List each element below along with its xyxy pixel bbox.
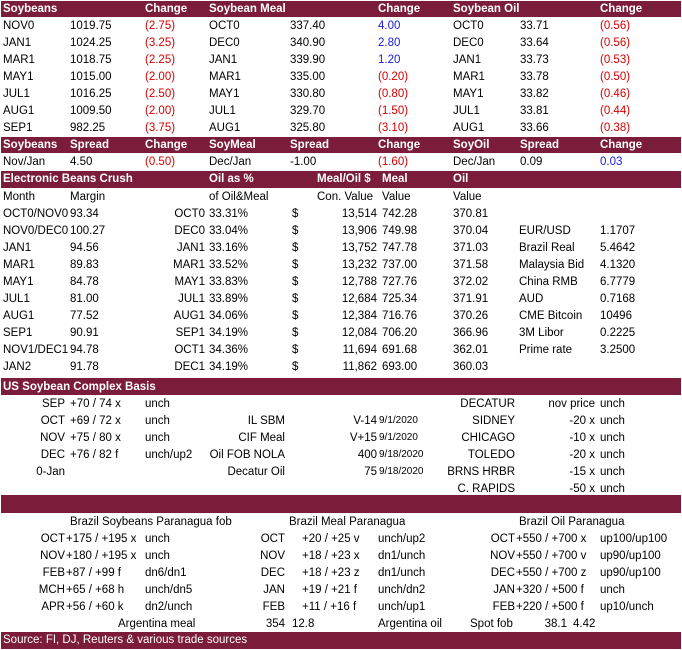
header-soybeans-change: Change <box>145 3 188 15</box>
basis-loc-value: -10 x <box>569 432 595 444</box>
basis-mid-label: Decatur Oil <box>227 466 285 478</box>
basis-mid-value: 75 <box>364 466 377 478</box>
meal-change: 2.80 <box>378 37 401 49</box>
brazil-meal-change: unch/up2 <box>378 533 426 545</box>
crush-margin: 91.78 <box>70 361 99 373</box>
brazil-meal-value: +20 / +25 v <box>302 533 360 545</box>
fx-label: Malaysia Bid <box>519 259 585 271</box>
crush-month: JAN2 <box>3 361 32 373</box>
crush-contract: MAR1 <box>173 259 205 271</box>
argentina-oil-value2: 4.42 <box>573 618 596 630</box>
basis-mid-date: 9/18/2020 <box>379 449 424 460</box>
soybean-change: (3.75) <box>145 122 176 134</box>
crush-oil-pct: 33.31% <box>209 208 249 220</box>
crush-margin: 100.27 <box>70 225 106 237</box>
crush-contract: AUG1 <box>173 310 205 322</box>
crush-ofoilmeal-header: of Oil&Meal <box>209 191 269 203</box>
brazil-beans-month: FEB <box>42 567 65 579</box>
basis-location: DECATUR <box>460 398 515 410</box>
brazil-beans-value: +175 / +195 x <box>66 533 137 545</box>
argentina-oil-spot-label: Spot fob <box>470 618 513 630</box>
meal-change: (0.80) <box>378 88 409 100</box>
crush-con-value: 11,694 <box>342 344 377 356</box>
brazil-oil-change: unch <box>600 584 625 596</box>
crush-oil-pct: 34.06% <box>209 310 249 322</box>
fx-label: EUR/USD <box>519 225 571 237</box>
crush-oil-pct: 33.04% <box>209 225 249 237</box>
brazil-oil-month: DEC <box>490 567 515 579</box>
crush-month: MAY1 <box>3 276 34 288</box>
crush-oil-value: 371.03 <box>453 242 489 254</box>
fx-value: 0.2225 <box>600 327 636 339</box>
meal-month: OCT0 <box>209 20 240 32</box>
basis-mid-value <box>320 396 377 412</box>
basis-loc-change: unch <box>600 432 625 444</box>
oil-month: AUG1 <box>453 122 485 134</box>
crush-dollar-sign: $ <box>292 293 299 305</box>
brazil-beans-change: dn2/unch <box>145 601 193 613</box>
brazil-beans-value: +65 / +68 h <box>66 584 125 596</box>
header-soybean-oil: Soybean Oil <box>453 3 520 15</box>
brazil-meal-change: dn1/unch <box>378 550 426 562</box>
soybean-price: 1009.50 <box>70 105 112 117</box>
footer-source: Source: FI, DJ, Reuters & various trade sources <box>3 634 248 646</box>
soybean-price: 1018.75 <box>70 54 112 66</box>
crush-convalue-header: Con. Value <box>317 191 374 203</box>
crush-con-value: 12,084 <box>341 327 377 339</box>
brazil-oil-value: +550 / +700 x <box>516 533 587 545</box>
soybean-price: 1015.00 <box>70 71 112 83</box>
basis-location: CHICAGO <box>461 432 515 444</box>
basis-change: unch <box>145 415 170 427</box>
crush-contract: JUL1 <box>178 293 205 305</box>
meal-price: 330.80 <box>290 88 326 100</box>
oil-price: 33.66 <box>520 122 549 134</box>
crush-meal-value: 716.76 <box>382 310 418 322</box>
brazil-meal-value: +19 / +21 f <box>302 584 357 596</box>
spread-header: Soybeans <box>3 139 58 151</box>
crush-meal-value: 691.68 <box>382 344 418 356</box>
meal-month: MAR1 <box>209 71 241 83</box>
crush-meal-value: 727.76 <box>382 276 418 288</box>
meal-change: (0.20) <box>378 71 409 83</box>
brazil-oil-value: +320 / +500 f <box>516 584 584 596</box>
basis-mid-label <box>190 396 285 412</box>
crush-oilvalue-header: Value <box>453 191 482 203</box>
crush-month: JAN1 <box>3 242 32 254</box>
meal-price: 329.70 <box>290 105 326 117</box>
fx-label: Brazil Real <box>519 242 575 254</box>
basis-location: SIDNEY <box>472 415 515 427</box>
brazil-beans-month: OCT <box>40 533 65 545</box>
argentina-meal-value2: 12.8 <box>292 618 315 630</box>
argentina-meal-label: Argentina meal <box>118 618 196 630</box>
crush-oil-pct: 33.89% <box>209 293 249 305</box>
brazil-meal-month: FEB <box>262 601 285 613</box>
crush-meal-header: Meal <box>382 173 408 185</box>
spread-header: Change <box>145 139 188 151</box>
brazil-meal-month: NOV <box>260 550 285 562</box>
basis-loc-change: unch <box>600 449 625 461</box>
separator-band <box>1 495 681 513</box>
soybean-month: JAN1 <box>3 37 32 49</box>
meal-change: (3.10) <box>378 122 409 134</box>
crush-margin: 84.78 <box>70 276 99 288</box>
crush-dollar-sign: $ <box>292 276 299 288</box>
basis-mid-date: 9/1/2020 <box>379 415 418 426</box>
oil-month: JAN1 <box>453 54 482 66</box>
crush-meal-value: 706.20 <box>382 327 418 339</box>
brazil-oil-value: +550 / +700 v <box>516 550 587 562</box>
fx-value: 3.2500 <box>600 344 636 356</box>
meal-month: MAY1 <box>209 88 240 100</box>
spread-header: Spread <box>70 139 109 151</box>
basis-month: SEP <box>41 398 65 410</box>
crush-title: Electronic Beans Crush <box>3 173 133 185</box>
crush-meal-value: 747.78 <box>382 242 418 254</box>
soybean-change: (3.25) <box>145 37 176 49</box>
oil-month: MAY1 <box>453 88 484 100</box>
crush-month: MAR1 <box>3 259 35 271</box>
crush-oil-pct: 34.36% <box>209 344 249 356</box>
crush-margin: 93.34 <box>70 208 99 220</box>
brazil-beans-title: Brazil Soybeans Paranagua fob <box>70 516 232 528</box>
crush-oil-value: 370.81 <box>453 208 489 220</box>
basis-loc-change: unch <box>600 483 625 495</box>
meal-price: 339.90 <box>290 54 326 66</box>
soybean-month: SEP1 <box>3 122 33 134</box>
crush-oil-pct: 33.83% <box>209 276 249 288</box>
basis-change: unch/up2 <box>145 449 193 461</box>
crush-margin: 89.83 <box>70 259 99 271</box>
brazil-meal-change: dn1/unch <box>378 567 426 579</box>
header-oil-change: Change <box>600 3 643 15</box>
basis-mid-value: 400 <box>357 449 377 461</box>
crush-meal-value: 693.00 <box>382 361 418 373</box>
crush-con-value: 13,752 <box>341 242 377 254</box>
spread-cell: -1.00 <box>290 156 317 168</box>
oil-change: (0.56) <box>600 20 631 32</box>
brazil-beans-month: APR <box>41 601 65 613</box>
brazil-meal-month: DEC <box>260 567 285 579</box>
brazil-oil-change: up90/up100 <box>600 550 661 562</box>
brazil-meal-change: unch/dn2 <box>378 584 426 596</box>
meal-change: (1.50) <box>378 105 409 117</box>
brazil-oil-change: up100/up100 <box>600 533 668 545</box>
fx-value: 1.1707 <box>600 225 636 237</box>
soybean-change: (2.50) <box>145 88 176 100</box>
basis-value: +75 / 80 x <box>70 432 121 444</box>
crush-mealvalue-header: Value <box>382 191 411 203</box>
spread-cell: (0.50) <box>145 156 176 168</box>
crush-dollar-sign: $ <box>292 225 299 237</box>
argentina-meal-value: 354 <box>265 618 285 630</box>
brazil-meal-month: OCT <box>260 533 285 545</box>
meal-month: JAN1 <box>209 54 238 66</box>
fx-label: AUD <box>519 293 544 305</box>
crush-meal-value: 725.34 <box>382 293 418 305</box>
brazil-beans-value: +180 / +195 x <box>66 550 137 562</box>
soybean-price: 1016.25 <box>70 88 112 100</box>
crush-contract: OCT0 <box>174 208 205 220</box>
spread-cell: Dec/Jan <box>209 156 252 168</box>
basis-loc-value: nov price <box>548 398 595 410</box>
crush-oil-header: Oil <box>453 173 469 185</box>
fx-value: 0.7168 <box>600 293 636 305</box>
crush-meal-value: 737.00 <box>382 259 418 271</box>
meal-change: 4.00 <box>378 20 401 32</box>
brazil-oil-change: up90/up100 <box>600 567 661 579</box>
crush-month: JUL1 <box>3 293 30 305</box>
crush-con-value: 12,684 <box>341 293 377 305</box>
basis-mid-value: V+15 <box>349 432 377 444</box>
crush-margin: 94.78 <box>70 344 99 356</box>
basis-loc-value: -15 x <box>569 466 595 478</box>
crush-dollar-sign: $ <box>292 361 299 373</box>
oil-change: (0.38) <box>600 122 631 134</box>
crush-month: AUG1 <box>3 310 35 322</box>
crush-con-value: 11,862 <box>342 361 377 373</box>
crush-contract: SEP1 <box>175 327 205 339</box>
brazil-beans-change: dn6/dn1 <box>145 567 187 579</box>
spread-header: SoyOil <box>453 139 490 151</box>
basis-value: +69 / 72 x <box>70 415 121 427</box>
basis-loc-change: unch <box>600 398 625 410</box>
spread-header: Change <box>600 139 643 151</box>
header-soybeans: Soybeans <box>3 3 58 15</box>
basis-change: unch <box>145 398 170 410</box>
brazil-oil-month: FEB <box>492 601 515 613</box>
meal-change: 1.20 <box>378 54 401 66</box>
soybean-price: 1024.25 <box>70 37 112 49</box>
oil-month: DEC0 <box>453 37 484 49</box>
brazil-beans-month: NOV <box>40 550 65 562</box>
brazil-beans-month: MCH <box>38 584 65 596</box>
crush-month: SEP1 <box>3 327 33 339</box>
crush-oil-value: 370.26 <box>453 310 489 322</box>
oil-change: (0.56) <box>600 37 631 49</box>
crush-margin: 90.91 <box>70 327 99 339</box>
crush-month: NOV1/DEC1 <box>3 344 69 356</box>
crush-contract: JAN1 <box>176 242 205 254</box>
brazil-beans-change: unch <box>145 550 170 562</box>
soybean-price: 1019.75 <box>70 20 112 32</box>
crush-oil-pct-header: Oil as % <box>209 173 254 185</box>
meal-month: AUG1 <box>209 122 241 134</box>
fx-label: 3M Libor <box>519 327 564 339</box>
fx-value: 6.7779 <box>600 276 636 288</box>
spread-cell: Nov/Jan <box>3 156 46 168</box>
brazil-oil-month: NOV <box>490 550 515 562</box>
fx-value: 5.4642 <box>600 242 636 254</box>
spread-cell: 0.09 <box>520 156 543 168</box>
crush-margin-header: Margin <box>70 191 106 203</box>
spread-cell: 4.50 <box>70 156 93 168</box>
basis-title: US Soybean Complex Basis <box>3 381 156 393</box>
brazil-oil-month: JAN <box>493 584 515 596</box>
crush-contract: MAY1 <box>174 276 205 288</box>
fx-value: 4.1320 <box>600 259 636 271</box>
crush-oil-value: 371.91 <box>453 293 489 305</box>
brazil-meal-value: +18 / +23 z <box>302 567 360 579</box>
brazil-beans-change: unch/dn5 <box>145 584 193 596</box>
basis-loc-change: unch <box>600 415 625 427</box>
soybean-month: AUG1 <box>3 105 35 117</box>
meal-price: 340.90 <box>290 37 326 49</box>
basis-mid-label: Oil FOB NOLA <box>209 449 285 461</box>
spread-header: Spread <box>520 139 559 151</box>
basis-loc-value: -20 x <box>569 449 595 461</box>
spread-header: Spread <box>290 139 329 151</box>
crush-oil-pct: 34.19% <box>209 361 249 373</box>
crush-contract: DEC0 <box>174 225 205 237</box>
crush-meal-value: 749.98 <box>382 225 418 237</box>
meal-price: 335.00 <box>290 71 326 83</box>
meal-month: JUL1 <box>209 105 236 117</box>
meal-price: 337.40 <box>290 20 326 32</box>
oil-price: 33.78 <box>520 71 549 83</box>
oil-price: 33.73 <box>520 54 549 66</box>
spread-cell: (1.60) <box>378 156 409 168</box>
crush-oil-value: 372.02 <box>453 276 489 288</box>
crush-oil-value: 371.58 <box>453 259 489 271</box>
soybean-change: (2.00) <box>145 71 176 83</box>
brazil-oil-change: up10/unch <box>600 601 654 613</box>
brazil-meal-change: unch/up1 <box>378 601 426 613</box>
argentina-oil-value: 38.1 <box>544 618 567 630</box>
basis-value: +76 / 82 f <box>70 449 119 461</box>
crush-meal-oil-header: Meal/Oil $ <box>317 173 371 185</box>
fx-value: 10496 <box>600 310 632 322</box>
soybean-change: (2.75) <box>145 20 176 32</box>
soybean-price: 982.25 <box>70 122 106 134</box>
fx-label: Prime rate <box>519 344 573 356</box>
soybean-change: (2.25) <box>145 54 176 66</box>
soybean-month: NOV0 <box>3 20 35 32</box>
soybean-month: JUL1 <box>3 88 30 100</box>
basis-location: C. RAPIDS <box>457 483 515 495</box>
basis-month: OCT <box>40 415 65 427</box>
fx-label: China RMB <box>519 276 578 288</box>
oil-change: (0.46) <box>600 88 631 100</box>
basis-change: unch <box>145 432 170 444</box>
brazil-oil-value: +550 / +700 z <box>516 567 587 579</box>
crush-month: NOV0/DEC0 <box>3 225 69 237</box>
crush-dollar-sign: $ <box>292 208 299 220</box>
basis-loc-change: unch <box>600 466 625 478</box>
crush-con-value: 13,906 <box>341 225 377 237</box>
oil-month: OCT0 <box>453 20 484 32</box>
brazil-meal-title: Brazil Meal Paranagua <box>289 516 406 528</box>
brazil-meal-value: +11 / +16 f <box>302 601 357 613</box>
crush-oil-pct: 34.19% <box>209 327 249 339</box>
basis-loc-value: -50 x <box>569 483 595 495</box>
basis-mid-date: 9/18/2020 <box>379 466 424 477</box>
soybean-month: MAR1 <box>3 54 35 66</box>
header-meal-change: Change <box>378 3 421 15</box>
oil-change: (0.53) <box>600 54 631 66</box>
basis-loc-value: -20 x <box>569 415 595 427</box>
crush-con-value: 13,232 <box>341 259 377 271</box>
crush-dollar-sign: $ <box>292 259 299 271</box>
argentina-oil-label: Argentina oil <box>378 618 442 630</box>
crush-dollar-sign: $ <box>292 242 299 254</box>
spread-cell: 0.03 <box>600 156 623 168</box>
oil-price: 33.82 <box>520 88 549 100</box>
oil-change: (0.50) <box>600 71 631 83</box>
brazil-beans-change: unch <box>145 533 170 545</box>
header-soybean-meal: Soybean Meal <box>209 3 286 15</box>
crush-dollar-sign: $ <box>292 344 299 356</box>
basis-location: TOLEDO <box>467 449 515 461</box>
crush-con-value: 12,788 <box>341 276 377 288</box>
crush-con-value: 12,384 <box>341 310 377 322</box>
oil-price: 33.81 <box>520 105 549 117</box>
crush-oil-value: 360.03 <box>453 361 489 373</box>
basis-mid-label: IL SBM <box>247 415 285 427</box>
oil-price: 33.64 <box>520 37 549 49</box>
spread-cell: Dec/Jan <box>453 156 496 168</box>
spread-header: SoyMeal <box>209 139 256 151</box>
oil-month: JUL1 <box>453 105 480 117</box>
brazil-oil-value: +220 / +500 f <box>516 601 584 613</box>
basis-location: BRNS HRBR <box>447 466 515 478</box>
oil-change: (0.44) <box>600 105 631 117</box>
oil-price: 33.71 <box>520 20 549 32</box>
soybean-month: MAY1 <box>3 71 34 83</box>
basis-month: 0-Jan <box>36 466 65 478</box>
oil-month: MAR1 <box>453 71 485 83</box>
brazil-meal-month: JAN <box>263 584 285 596</box>
crush-con-value: 13,514 <box>341 208 377 220</box>
basis-mid-value: V-14 <box>353 415 377 427</box>
meal-price: 325.80 <box>290 122 326 134</box>
brazil-oil-title: Brazil Oil Paranagua <box>519 516 625 528</box>
crush-month: OCT0/NOV0 <box>3 208 69 220</box>
basis-mid-label: CIF Meal <box>238 432 285 444</box>
basis-month: NOV <box>40 432 65 444</box>
brazil-oil-month: OCT <box>490 533 515 545</box>
crush-margin: 94.56 <box>70 242 99 254</box>
fx-label: CME Bitcoin <box>519 310 583 322</box>
crush-month-header: Month <box>3 191 35 203</box>
crush-meal-value: 742.28 <box>382 208 418 220</box>
meal-month: DEC0 <box>209 37 240 49</box>
futures-header-band <box>1 1 681 17</box>
crush-margin: 77.52 <box>70 310 99 322</box>
brazil-beans-value: +87 / +99 f <box>66 567 121 579</box>
crush-contract: DEC1 <box>174 361 205 373</box>
crush-margin: 81.00 <box>70 293 99 305</box>
crush-oil-value: 366.96 <box>453 327 489 339</box>
soybean-change: (2.00) <box>145 105 176 117</box>
crush-oil-pct: 33.52% <box>209 259 249 271</box>
crush-oil-value: 370.04 <box>453 225 489 237</box>
basis-mid-date: 9/1/2020 <box>379 432 418 443</box>
spread-header: Change <box>378 139 421 151</box>
brazil-meal-value: +18 / +23 x <box>302 550 360 562</box>
basis-value: +70 / 74 x <box>70 398 121 410</box>
crush-dollar-sign: $ <box>292 327 299 339</box>
brazil-beans-value: +56 / +60 k <box>66 601 124 613</box>
crush-dollar-sign: $ <box>292 310 299 322</box>
basis-month: DEC <box>40 449 65 461</box>
crush-oil-value: 362.01 <box>453 344 489 356</box>
crush-oil-pct: 33.16% <box>209 242 249 254</box>
crush-contract: OCT1 <box>174 344 205 356</box>
